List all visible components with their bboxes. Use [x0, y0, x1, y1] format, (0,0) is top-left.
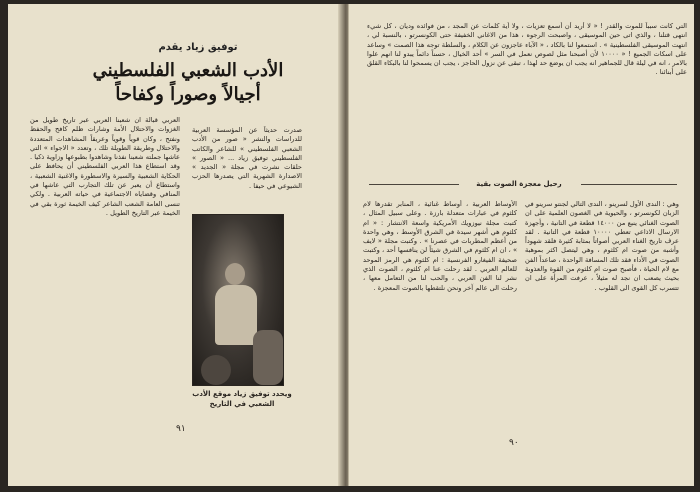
- section-rule-left: [369, 184, 459, 185]
- right-page-number: ٩٠: [509, 438, 519, 448]
- article-headline-line1: الأدب الشعبي الفلسطيني: [92, 60, 284, 81]
- author-photo: [192, 214, 284, 386]
- article-byline: توفيق زياد يقدم: [158, 42, 238, 53]
- section-label: رحيل معجزة الصوت بقية: [476, 180, 562, 188]
- left-page: [8, 4, 344, 486]
- left-page-intro-column: صدرت حديثاً عن المؤسسة العربية للدراسات والنشر « صور من الأدب الشعبي الفلسطيني » للشاعر والكاتب الفلسطيني توفيق زياد ... « الصور » حلقات نشرت في مجلة « الجديد » الاصدارة الشهرية التي يصدرها الحزب الشيوعي في حيفا .: [192, 126, 302, 190]
- left-page-body-column: العربي قبالة ان شعبنا العربي عبر تاريخ طويل من الغزوات والاحتلال الأمة وشارات ظلم كافح والحفظ ونفتح ، وكان قوياً وقوياً وعريقاً المشاهدات المتعددة والاحتلال وطريقة الطويلة تلك ، وتعدد « الاجواء » التي عاشها جملته شعبنا نفذنا وشاهدوا بطبوعها وزاوية ذكيا . وقد استطاع هذا العربي الفلسطيني أن يحافظ على الحكاية الشعبية والسيرة والاسطورة والاغنية الشعبية ، واستطاع أن يعبر عن تلك التجارب التي عاشها في المنافي وقضاياه الاجتماعية في حياته العربية . ولكي تنسى العامة الشعب الشاعر كيف الخيمة ثورة بقي في الخيمة عبر التاريخ الطويل .: [30, 116, 180, 217]
- section-rule-right: [581, 184, 677, 185]
- right-page-top-text: التي كانت سبباً للموت والقدر ! « لا أريد أن أسمع تعزيات ، ولا أية كلمات عن المجد ، من فوائده وديان ، كل شيء انتهى قتلنا ، والذي اتى حين الموسيقى ، واصبحت الرجوه ، هذا من الاغاني الخفيفة حتى الكونسرتو ، بالنسبة لي ، انتهت الموسيقى الفلسطينية » . استمعوا لنا بالكاد ، « الآباء عاجزون عن الكلام ، والسلطة توجه هذا الصمت » وساعد على اسكات الجميع ! « ١٠٠٠٠ لأن أصبحنا مثل لصوص نعمل في السر » أحد الخيال ، حسناً دائماً يبدو لنا انهم علوا بالامر ، انه في ليلة قال للجماهير انه يجب ان يوضع حد لهذا ، تبقى عن نزول الحاجز ، يجب ان يسمحوا لنا بالبكاء القلق على أبنائنا .: [367, 22, 687, 77]
- right-page: [348, 4, 694, 486]
- left-page-number: ٩١: [176, 424, 186, 434]
- article-headline-line2: أجيالاً وصوراً وكفاحاً: [115, 84, 261, 105]
- photo-caption: ويحدد توفيق زياد موقع الأدب الشعبي في التاريخ: [192, 390, 292, 408]
- right-page-left-column: الأوساط العربية ، أوساط غنائية ، المنابر تقدرها لام كلثوم في عبارات متعدلة بارزة . وعلى سبيل المثال ، كتبت مجلة نيوزويك الأمريكية واسعة الانتشار : « ام كلثوم هي أشهر سيدة في الشرق الأوسط ، وهي واحدة من أعظم المطربات في عصرنا » . وكتبت مجلة « لايف » ، ان ام كلثوم في الشرق شيئاً لن ينافسها أحد ، وكتبت صحيفة الفيغارو الفرنسية : ام كلثوم هي الرمز الموحد للعالم العربي . لقد رحلت عنا ام كلثوم ، الصوت الذي نشر لنا الفن العربي ، والحب لنا من التعامل معها ، رحلت الى عالم آخر ونحن نلتقطها بالصوت المعجزة .: [363, 200, 517, 292]
- right-page-right-column: وهي : الندى الأول لسرينو ، الندى التالي لجنتو سرينو في الزبان لكونسرتو ، والحيوية في الغصون العلمية على ان الصوت الغنائي ينبع من ١٤٠٠٠ قطعة في التانية ، وأجهزة الارسال الاذاعي تعطي ١٠٠٠٠ قطعة في التانية . لقد عرف تاريخ الغناء العربي أصواتاً بمثابة كثيرة فلقد شهوداً وأشبه من صوت ام كلثوم ، وهي ليتصل اكثر بموهبة الصوت في الأداء فقد تلك المسافة الواحدة ، صاعداً الفن مع لام الحياة ، فأصبح صوت ام كلثوم من القوة والعذوبة بحيث يصعب ان نجد له مثيلاً ، عرفت المرأة على ان تتسرب كل القوى الى القلوب .: [525, 200, 679, 292]
